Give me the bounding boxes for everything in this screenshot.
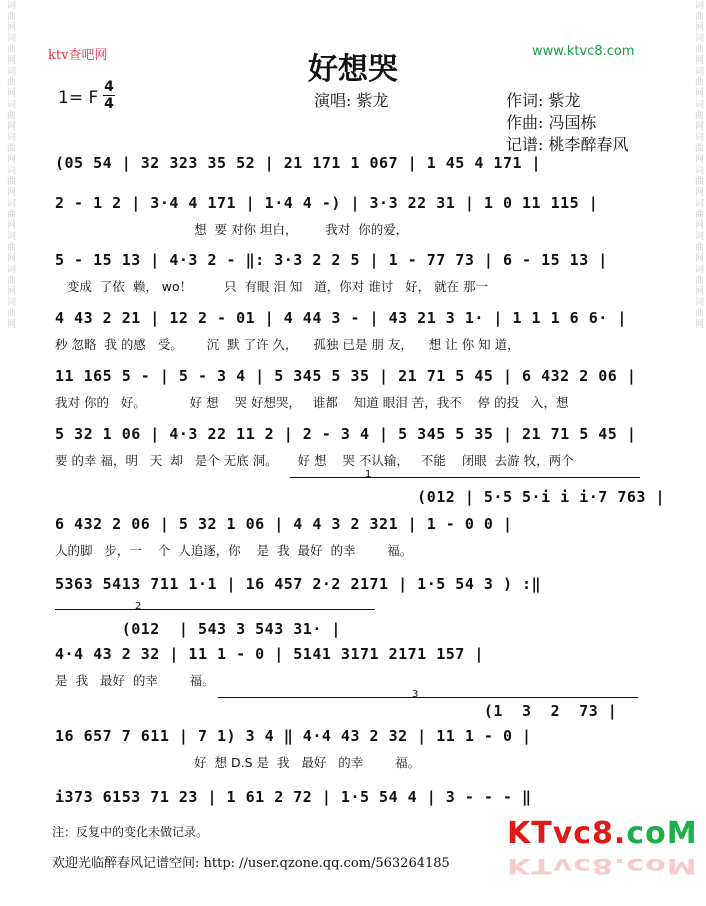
logo-text-red-part: KTvc8. <box>507 816 627 851</box>
side-watermark-left: 词曲网词曲网词曲网词曲网词曲网词曲网词曲网词曲网词曲网词曲网 <box>5 0 15 330</box>
score-line-6: 5 32 1 06 | 4·3 22 11 2 | 2 - 3 4 | 5 345 5 35 | 21 71 5 45 | <box>55 425 637 443</box>
time-signature-bottom: 4 <box>104 96 114 112</box>
logo-text-green-part: coM <box>626 816 698 851</box>
lyrics-line-2: 想 要 对你 坦白， 我对 你的爱， <box>55 222 409 237</box>
lyrics-line-3: 变成 了依 赖， wo！ 只 有眼 泪 知 道，你对 谁讨 好， 就在 那一 <box>55 279 489 294</box>
singer-credit: 演唱: 紫龙 <box>314 91 389 110</box>
score-line-9-upper: (012 | 543 3 543 31· | <box>55 620 341 638</box>
site-name-left[interactable]: ktv查吧网 <box>48 48 108 63</box>
lyrics-line-10: 好 想 D.S 是 我 最好 的幸 福。 <box>55 755 421 770</box>
volta-1-label: 1 <box>365 469 372 480</box>
ktvc8-logo <box>507 816 698 851</box>
footer-link-text[interactable]: 欢迎光临醉春风记谱空间: http: //user.qzone.qq.com/563264185 <box>52 856 450 871</box>
score-line-8: 5363 5413 711 1·1 | 16 457 2·2 2171 | 1·5 54 3 ) :‖ <box>55 575 542 593</box>
lyrics-line-9: 是 我 最好 的幸 福。 <box>55 673 215 688</box>
key-signature: 1= F <box>58 88 99 108</box>
score-line-2: 2 - 1 2 | 3·4 4 171 | 1·4 4 -) | 3·3 22 31 | 1 0 11 115 | <box>55 194 599 212</box>
time-signature <box>103 80 115 111</box>
volta-3-label: 3 <box>412 689 419 700</box>
ktvc8-logo-reflection <box>507 853 698 878</box>
volta-2-bracket <box>55 609 375 610</box>
score-line-10: 16 657 7 611 | 7 1) 3 4 ‖ 4·4 43 2 32 | 11 1 - 0 | <box>55 727 532 745</box>
lyrics-line-5: 我对 你的 好。 好 想 哭 好想哭， 谁都 知道 眼泪 苦，我不 停 的投 入，想 <box>55 395 569 410</box>
site-url-right[interactable]: www.ktvc8.com <box>532 44 635 59</box>
volta-3-bracket <box>218 697 638 698</box>
song-title: 好想哭 <box>308 52 398 87</box>
volta-2-label: 2 <box>135 601 142 612</box>
score-line-7: 6 432 2 06 | 5 32 1 06 | 4 4 3 2 321 | 1 - 0 0 | <box>55 515 513 533</box>
score-line-5: 11 165 5 - | 5 - 3 4 | 5 345 5 35 | 21 71 5 45 | 6 432 2 06 | <box>55 367 637 385</box>
time-signature-top: 4 <box>104 79 114 95</box>
side-watermark-right: 词曲网词曲网词曲网词曲网词曲网词曲网词曲网词曲网词曲网词曲网 <box>693 0 703 330</box>
score-line-9: 4·4 43 2 32 | 11 1 - 0 | 5141 3171 2171 157 | <box>55 645 484 663</box>
score-line-4: 4 43 2 21 | 12 2 - 01 | 4 44 3 - | 43 21 3 1· | 1 1 1 6 6· | <box>55 309 627 327</box>
composer-credit: 作曲: 冯国栋 <box>506 113 597 132</box>
lyricist-credit: 作词: 紫龙 <box>506 91 581 110</box>
logo-text <box>507 816 698 851</box>
score-line-7-upper: (012 | 5·5 5·i i i·7 763 | <box>55 488 665 506</box>
logo-reflection-text: KTvc8.coM <box>507 853 698 878</box>
lyrics-line-6: 要 的幸 福，明 天 却 是个 无底 洞。 好 想 哭 不认输， 不能 闭眼 去游 牧，两个 <box>55 453 574 468</box>
transcription-note: 注：反复中的变化未做记录。 <box>52 825 209 839</box>
score-line-1: (05 54 | 32 323 35 52 | 21 171 1 067 | 1 45 4 171 | <box>55 154 542 172</box>
lyrics-line-7: 人的脚 步，一 个 人追逐，你 是 我 最好 的幸 福。 <box>55 543 413 558</box>
lyrics-line-4: 秒 忽略 我 的感 受。 沉 默 了许 久， 孤独 已是 朋 友， 想 让 你 知 道， <box>55 337 520 352</box>
volta-1-bracket <box>290 477 640 478</box>
score-line-11: i373 6153 71 23 | 1 61 2 72 | 1·5 54 4 | 3 - - - ‖ <box>55 788 532 806</box>
transcriber-credit: 记谱: 桃李醉春风 <box>506 135 629 154</box>
score-line-3: 5 - 15 13 | 4·3 2 - ‖: 3·3 2 2 5 | 1 - 77 73 | 6 - 15 13 | <box>55 251 608 269</box>
score-line-10-upper: (1 3 2 73 | <box>55 702 618 720</box>
